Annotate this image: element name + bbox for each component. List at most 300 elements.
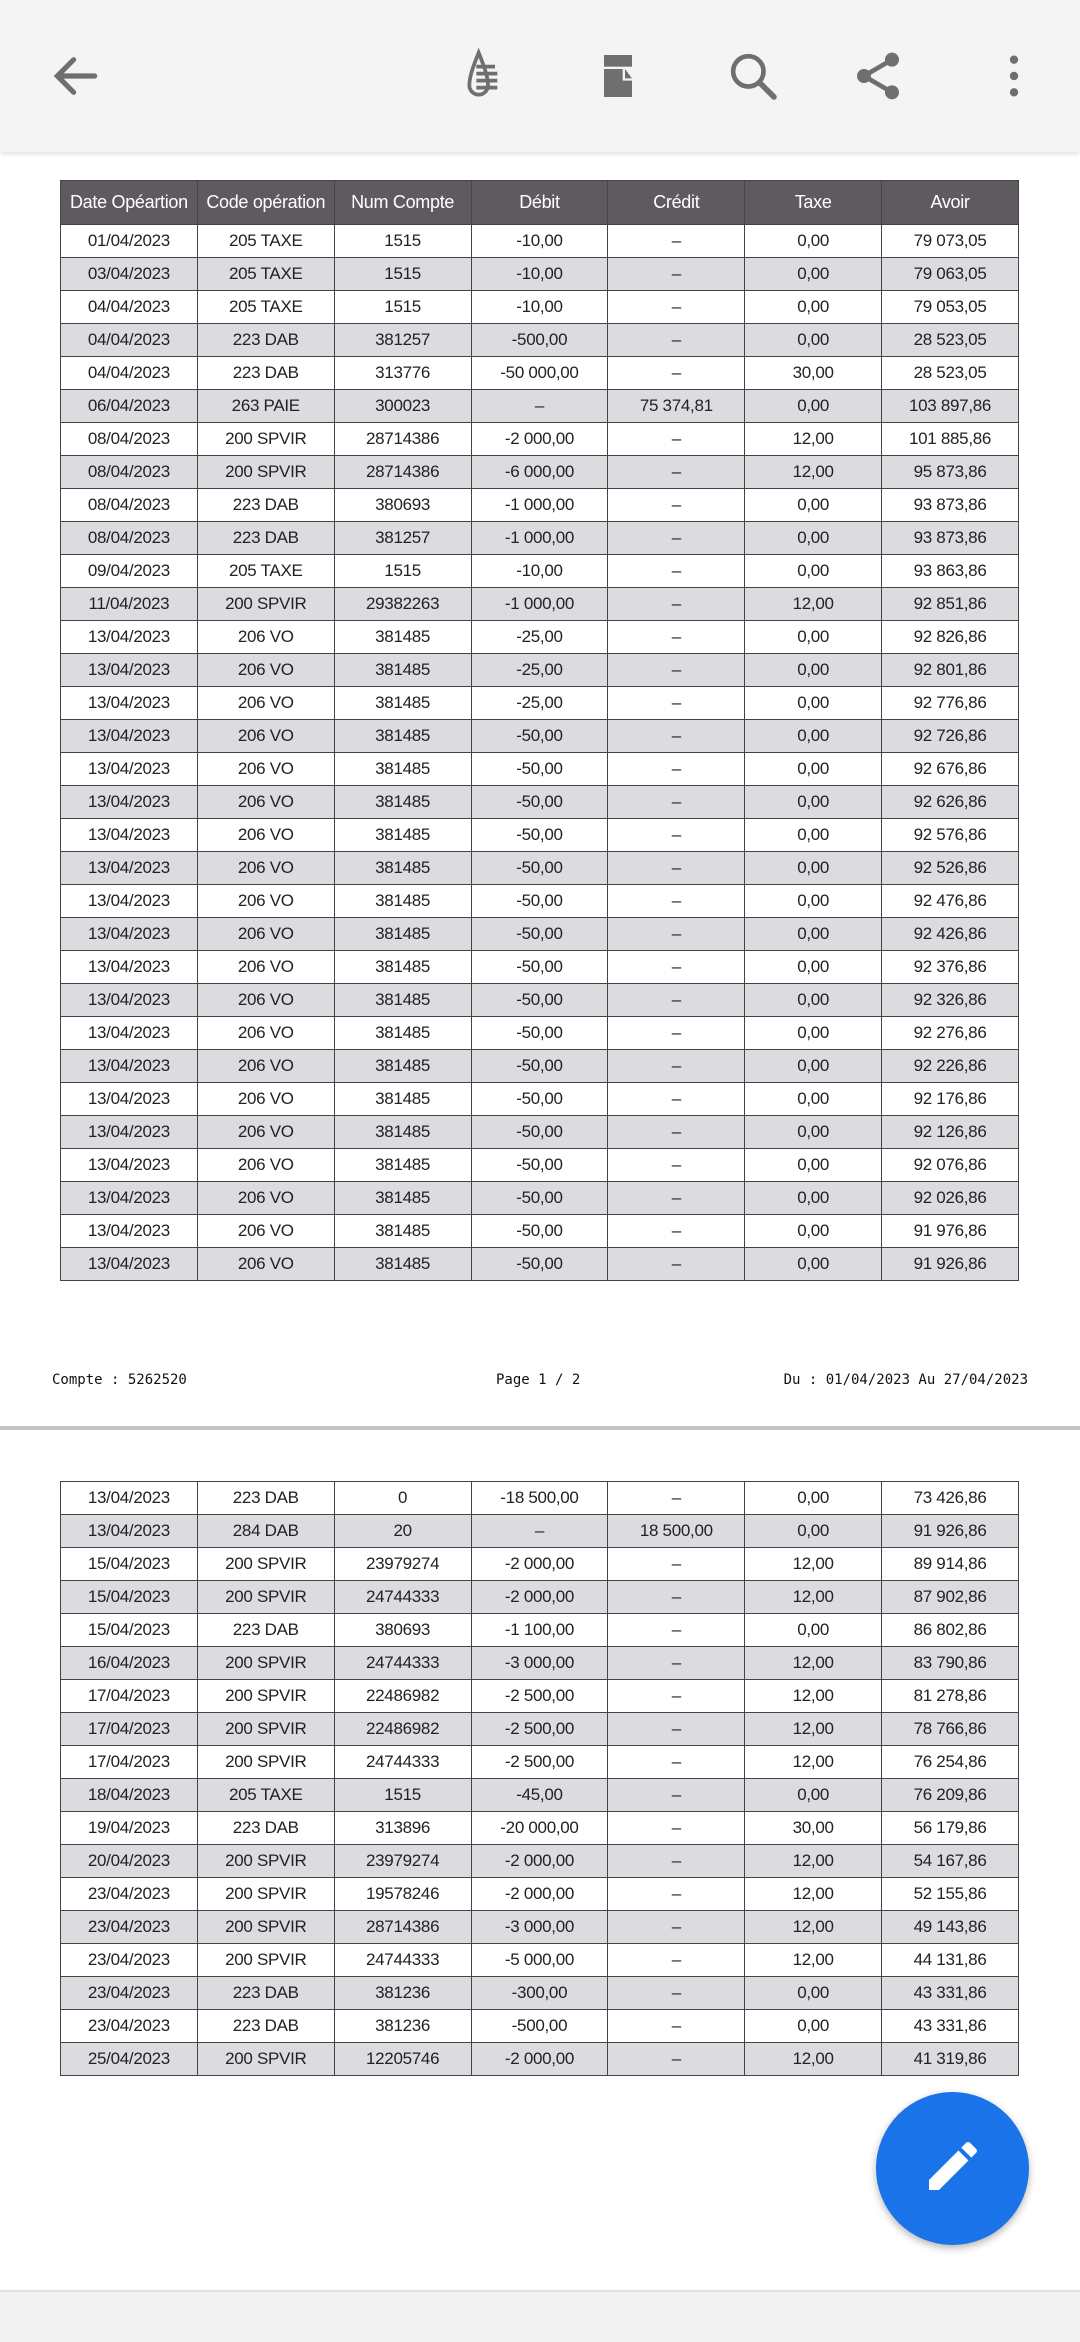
cell-debit: -10,00 [471, 258, 608, 291]
cell-code: 223 DAB [197, 489, 334, 522]
cell-tax: 0,00 [745, 1614, 882, 1647]
cell-account-number: 381485 [334, 984, 471, 1017]
cell-code: 206 VO [197, 786, 334, 819]
cell-credit: – [608, 819, 745, 852]
cell-credit: – [608, 984, 745, 1017]
cell-tax: 0,00 [745, 225, 882, 258]
cell-balance: 92 276,86 [882, 1017, 1019, 1050]
cell-code: 206 VO [197, 687, 334, 720]
cell-code: 223 DAB [197, 324, 334, 357]
cell-code: 206 VO [197, 1215, 334, 1248]
cell-tax: 12,00 [745, 456, 882, 489]
cell-credit: – [608, 786, 745, 819]
cell-debit: -45,00 [471, 1779, 608, 1812]
cell-tax: 0,00 [745, 522, 882, 555]
cell-balance: 87 902,86 [882, 1581, 1019, 1614]
cell-code: 200 SPVIR [197, 1647, 334, 1680]
cell-balance: 93 873,86 [882, 522, 1019, 555]
cell-credit: – [608, 753, 745, 786]
cell-tax: 0,00 [745, 1248, 882, 1281]
cell-account-number: 313896 [334, 1812, 471, 1845]
cell-debit: -50,00 [471, 984, 608, 1017]
search-icon[interactable] [723, 46, 783, 106]
cell-debit: -2 000,00 [471, 1878, 608, 1911]
cell-date: 17/04/2023 [61, 1680, 198, 1713]
page-divider [0, 1426, 1080, 1430]
column-header-code: Code opération [197, 181, 334, 225]
cell-tax: 0,00 [745, 555, 882, 588]
cell-debit: -2 000,00 [471, 1845, 608, 1878]
cell-debit: -5 000,00 [471, 1944, 608, 1977]
cell-account-number: 20 [334, 1515, 471, 1548]
cell-code: 205 TAXE [197, 225, 334, 258]
cell-balance: 43 331,86 [882, 2010, 1019, 2043]
cell-code: 206 VO [197, 1248, 334, 1281]
table-row [61, 1746, 1019, 1779]
table-row [61, 1248, 1019, 1281]
cell-code: 223 DAB [197, 1614, 334, 1647]
cell-account-number: 28714386 [334, 1911, 471, 1944]
table-row [61, 1149, 1019, 1182]
cell-account-number: 381485 [334, 687, 471, 720]
cell-credit: – [608, 324, 745, 357]
cell-tax: 12,00 [745, 1845, 882, 1878]
cell-credit: 75 374,81 [608, 390, 745, 423]
table-row [61, 1050, 1019, 1083]
table-row [61, 1647, 1019, 1680]
cell-debit: -50,00 [471, 720, 608, 753]
cell-code: 205 TAXE [197, 555, 334, 588]
cell-debit: -10,00 [471, 291, 608, 324]
table-row [61, 522, 1019, 555]
cell-account-number: 381485 [334, 621, 471, 654]
cell-balance: 91 926,86 [882, 1248, 1019, 1281]
cell-debit: -300,00 [471, 1977, 608, 2010]
cell-credit: – [608, 423, 745, 456]
cell-credit: – [608, 291, 745, 324]
column-header-debit: Débit [471, 181, 608, 225]
cell-debit: -1 000,00 [471, 588, 608, 621]
cell-tax: 0,00 [745, 291, 882, 324]
cell-account-number: 381485 [334, 1248, 471, 1281]
cell-balance: 91 976,86 [882, 1215, 1019, 1248]
cell-code: 206 VO [197, 753, 334, 786]
cell-credit: – [608, 1149, 745, 1182]
cell-date: 15/04/2023 [61, 1614, 198, 1647]
cell-debit: -1 000,00 [471, 489, 608, 522]
cell-debit: -50,00 [471, 786, 608, 819]
cell-credit: 18 500,00 [608, 1515, 745, 1548]
cell-debit: -50 000,00 [471, 357, 608, 390]
cell-debit: -50,00 [471, 1182, 608, 1215]
table-row [61, 1944, 1019, 1977]
cell-balance: 79 073,05 [882, 225, 1019, 258]
cell-debit: -2 500,00 [471, 1746, 608, 1779]
cell-date: 13/04/2023 [61, 885, 198, 918]
cell-code: 200 SPVIR [197, 1746, 334, 1779]
cell-balance: 79 053,05 [882, 291, 1019, 324]
cell-balance: 43 331,86 [882, 1977, 1019, 2010]
cell-date: 18/04/2023 [61, 1779, 198, 1812]
statement-table-page-1 [60, 180, 1019, 1281]
cell-date: 13/04/2023 [61, 1215, 198, 1248]
footer-account: Compte : 5262520 [52, 1372, 187, 1388]
cell-date: 13/04/2023 [61, 654, 198, 687]
cell-code: 206 VO [197, 885, 334, 918]
cell-account-number: 381236 [334, 2010, 471, 2043]
cell-date: 04/04/2023 [61, 324, 198, 357]
cell-tax: 0,00 [745, 621, 882, 654]
cell-credit: – [608, 1215, 745, 1248]
cell-credit: – [608, 1116, 745, 1149]
cell-code: 284 DAB [197, 1515, 334, 1548]
cell-account-number: 381485 [334, 1149, 471, 1182]
cell-balance: 92 801,86 [882, 654, 1019, 687]
cell-code: 223 DAB [197, 357, 334, 390]
cell-account-number: 24744333 [334, 1581, 471, 1614]
cell-date: 13/04/2023 [61, 951, 198, 984]
cell-debit: -20 000,00 [471, 1812, 608, 1845]
cell-account-number: 381485 [334, 819, 471, 852]
cell-date: 23/04/2023 [61, 1977, 198, 2010]
cell-balance: 92 676,86 [882, 753, 1019, 786]
cell-balance: 41 319,86 [882, 2043, 1019, 2076]
page-layout-icon[interactable] [588, 46, 648, 106]
cell-account-number: 381485 [334, 1083, 471, 1116]
cell-date: 04/04/2023 [61, 357, 198, 390]
cell-code: 200 SPVIR [197, 1581, 334, 1614]
cell-account-number: 23979274 [334, 1845, 471, 1878]
cell-credit: – [608, 1647, 745, 1680]
cell-tax: 30,00 [745, 357, 882, 390]
table-row [61, 819, 1019, 852]
cell-date: 13/04/2023 [61, 918, 198, 951]
cell-debit: -500,00 [471, 2010, 608, 2043]
cell-account-number: 1515 [334, 291, 471, 324]
cell-debit: -50,00 [471, 1017, 608, 1050]
edit-fab-button[interactable] [876, 2092, 1029, 2245]
cell-date: 13/04/2023 [61, 1482, 198, 1515]
cell-debit: -50,00 [471, 918, 608, 951]
cell-date: 13/04/2023 [61, 1017, 198, 1050]
table-row [61, 1812, 1019, 1845]
cell-debit: -25,00 [471, 687, 608, 720]
cell-code: 206 VO [197, 819, 334, 852]
cell-credit: – [608, 489, 745, 522]
table-row [61, 1182, 1019, 1215]
cell-tax: 30,00 [745, 1812, 882, 1845]
table-row [61, 2043, 1019, 2076]
cell-code: 206 VO [197, 984, 334, 1017]
cell-debit: -50,00 [471, 1116, 608, 1149]
cell-code: 206 VO [197, 1116, 334, 1149]
cell-credit: – [608, 1581, 745, 1614]
cell-account-number: 381257 [334, 522, 471, 555]
cell-balance: 76 254,86 [882, 1746, 1019, 1779]
cell-code: 206 VO [197, 951, 334, 984]
cell-tax: 0,00 [745, 951, 882, 984]
table-row [61, 258, 1019, 291]
table-row [61, 291, 1019, 324]
cell-code: 205 TAXE [197, 258, 334, 291]
table-row [61, 2010, 1019, 2043]
cell-balance: 92 476,86 [882, 885, 1019, 918]
cell-credit: – [608, 1182, 745, 1215]
cell-code: 200 SPVIR [197, 2043, 334, 2076]
cell-tax: 0,00 [745, 1116, 882, 1149]
cell-balance: 92 576,86 [882, 819, 1019, 852]
cell-date: 06/04/2023 [61, 390, 198, 423]
table-row [61, 588, 1019, 621]
cell-debit: -50,00 [471, 1149, 608, 1182]
table-row [61, 489, 1019, 522]
cell-date: 01/04/2023 [61, 225, 198, 258]
cell-credit: – [608, 258, 745, 291]
table-row [61, 1548, 1019, 1581]
edit-pencil-icon [921, 2134, 985, 2203]
table-row [61, 1116, 1019, 1149]
column-header-account-number: Num Compte [334, 181, 471, 225]
share-icon[interactable] [848, 46, 908, 106]
table-row [61, 621, 1019, 654]
cell-credit: – [608, 1911, 745, 1944]
table-row [61, 1482, 1019, 1515]
cell-debit: -50,00 [471, 1248, 608, 1281]
cell-account-number: 0 [334, 1482, 471, 1515]
cell-credit: – [608, 1248, 745, 1281]
cell-tax: 12,00 [745, 1746, 882, 1779]
cell-code: 200 SPVIR [197, 423, 334, 456]
cell-code: 206 VO [197, 852, 334, 885]
cell-account-number: 23979274 [334, 1548, 471, 1581]
table-row [61, 1614, 1019, 1647]
cell-account-number: 381485 [334, 1215, 471, 1248]
cell-credit: – [608, 1746, 745, 1779]
footer-page-number: Page 1 / 2 [496, 1372, 581, 1388]
cell-code: 206 VO [197, 654, 334, 687]
cell-balance: 81 278,86 [882, 1680, 1019, 1713]
cell-debit: -1 000,00 [471, 522, 608, 555]
cell-debit: -50,00 [471, 819, 608, 852]
cell-credit: – [608, 1812, 745, 1845]
cell-debit: -50,00 [471, 951, 608, 984]
cell-account-number: 380693 [334, 489, 471, 522]
cell-code: 206 VO [197, 621, 334, 654]
cell-code: 205 TAXE [197, 291, 334, 324]
cell-debit: -25,00 [471, 621, 608, 654]
cell-date: 13/04/2023 [61, 984, 198, 1017]
cell-date: 13/04/2023 [61, 753, 198, 786]
cell-credit: – [608, 1482, 745, 1515]
table-row [61, 984, 1019, 1017]
cell-credit: – [608, 951, 745, 984]
cell-credit: – [608, 588, 745, 621]
cell-tax: 0,00 [745, 885, 882, 918]
cell-tax: 0,00 [745, 687, 882, 720]
back-arrow-icon[interactable] [46, 46, 106, 106]
cell-debit: -50,00 [471, 852, 608, 885]
table-row [61, 390, 1019, 423]
cell-tax: 0,00 [745, 2010, 882, 2043]
cell-balance: 92 776,86 [882, 687, 1019, 720]
cell-debit: -10,00 [471, 225, 608, 258]
cell-debit: -50,00 [471, 1083, 608, 1116]
cell-code: 206 VO [197, 720, 334, 753]
table-row [61, 1977, 1019, 2010]
cell-debit: -50,00 [471, 1215, 608, 1248]
cell-code: 200 SPVIR [197, 1944, 334, 1977]
table-row [61, 1779, 1019, 1812]
cell-code: 200 SPVIR [197, 1680, 334, 1713]
cell-date: 13/04/2023 [61, 1248, 198, 1281]
column-header-credit: Crédit [608, 181, 745, 225]
table-row [61, 1845, 1019, 1878]
cell-balance: 92 626,86 [882, 786, 1019, 819]
cell-credit: – [608, 1779, 745, 1812]
table-row [61, 753, 1019, 786]
cell-code: 206 VO [197, 1017, 334, 1050]
cell-account-number: 1515 [334, 555, 471, 588]
cell-debit: -50,00 [471, 885, 608, 918]
table-row [61, 324, 1019, 357]
cell-date: 23/04/2023 [61, 1944, 198, 1977]
cell-date: 15/04/2023 [61, 1548, 198, 1581]
cell-tax: 12,00 [745, 1911, 882, 1944]
cell-code: 206 VO [197, 1050, 334, 1083]
cell-account-number: 381485 [334, 720, 471, 753]
cell-date: 15/04/2023 [61, 1581, 198, 1614]
cell-date: 08/04/2023 [61, 489, 198, 522]
cell-balance: 28 523,05 [882, 324, 1019, 357]
cell-tax: 12,00 [745, 1713, 882, 1746]
cell-date: 13/04/2023 [61, 1515, 198, 1548]
cell-debit: – [471, 390, 608, 423]
cell-tax: 0,00 [745, 1083, 882, 1116]
cell-tax: 12,00 [745, 1944, 882, 1977]
cell-balance: 56 179,86 [882, 1812, 1019, 1845]
cell-date: 17/04/2023 [61, 1746, 198, 1779]
cell-tax: 0,00 [745, 324, 882, 357]
cell-date: 13/04/2023 [61, 852, 198, 885]
table-row [61, 1911, 1019, 1944]
cell-credit: – [608, 1878, 745, 1911]
cell-tax: 0,00 [745, 786, 882, 819]
cell-balance: 92 076,86 [882, 1149, 1019, 1182]
cell-code: 206 VO [197, 1149, 334, 1182]
top-toolbar [0, 0, 1080, 152]
cell-account-number: 29382263 [334, 588, 471, 621]
cell-tax: 12,00 [745, 1581, 882, 1614]
cell-credit: – [608, 654, 745, 687]
cell-date: 20/04/2023 [61, 1845, 198, 1878]
cell-balance: 92 126,86 [882, 1116, 1019, 1149]
cell-balance: 92 176,86 [882, 1083, 1019, 1116]
footer-period: Du : 01/04/2023 Au 27/04/2023 [783, 1372, 1028, 1388]
table-row [61, 1878, 1019, 1911]
cell-balance: 92 726,86 [882, 720, 1019, 753]
cell-account-number: 380693 [334, 1614, 471, 1647]
cell-date: 23/04/2023 [61, 1878, 198, 1911]
cell-account-number: 28714386 [334, 456, 471, 489]
table-row [61, 1713, 1019, 1746]
cell-credit: – [608, 1845, 745, 1878]
cell-balance: 92 226,86 [882, 1050, 1019, 1083]
cell-balance: 52 155,86 [882, 1878, 1019, 1911]
cell-date: 09/04/2023 [61, 555, 198, 588]
cell-date: 19/04/2023 [61, 1812, 198, 1845]
cell-code: 200 SPVIR [197, 588, 334, 621]
cell-balance: 93 873,86 [882, 489, 1019, 522]
cell-balance: 44 131,86 [882, 1944, 1019, 1977]
cell-date: 25/04/2023 [61, 2043, 198, 2076]
cell-tax: 0,00 [745, 1149, 882, 1182]
cell-date: 13/04/2023 [61, 687, 198, 720]
cell-debit: -25,00 [471, 654, 608, 687]
cell-code: 223 DAB [197, 1977, 334, 2010]
cell-balance: 103 897,86 [882, 390, 1019, 423]
cell-tax: 0,00 [745, 1515, 882, 1548]
more-options-icon[interactable] [984, 46, 1044, 106]
cell-account-number: 313776 [334, 357, 471, 390]
cell-tax: 0,00 [745, 918, 882, 951]
cell-debit: -2 000,00 [471, 1581, 608, 1614]
reading-mode-icon[interactable] [458, 46, 518, 106]
table-row [61, 786, 1019, 819]
cell-code: 206 VO [197, 1182, 334, 1215]
cell-account-number: 24744333 [334, 1746, 471, 1779]
cell-balance: 86 802,86 [882, 1614, 1019, 1647]
cell-credit: – [608, 2043, 745, 2076]
cell-balance: 92 826,86 [882, 621, 1019, 654]
cell-account-number: 28714386 [334, 423, 471, 456]
cell-tax: 0,00 [745, 819, 882, 852]
cell-account-number: 381485 [334, 1017, 471, 1050]
cell-account-number: 381485 [334, 918, 471, 951]
cell-balance: 93 863,86 [882, 555, 1019, 588]
cell-tax: 0,00 [745, 852, 882, 885]
table-row [61, 951, 1019, 984]
cell-balance: 92 376,86 [882, 951, 1019, 984]
cell-tax: 0,00 [745, 1215, 882, 1248]
cell-debit: -18 500,00 [471, 1482, 608, 1515]
table-row [61, 1680, 1019, 1713]
table-row [61, 885, 1019, 918]
cell-date: 13/04/2023 [61, 1149, 198, 1182]
cell-balance: 91 926,86 [882, 1515, 1019, 1548]
cell-account-number: 1515 [334, 258, 471, 291]
cell-code: 223 DAB [197, 2010, 334, 2043]
cell-account-number: 381485 [334, 1050, 471, 1083]
column-header-balance: Avoir [882, 181, 1019, 225]
cell-date: 17/04/2023 [61, 1713, 198, 1746]
cell-debit: -2 500,00 [471, 1713, 608, 1746]
cell-tax: 0,00 [745, 654, 882, 687]
cell-account-number: 24744333 [334, 1944, 471, 1977]
cell-date: 13/04/2023 [61, 1083, 198, 1116]
cell-balance: 83 790,86 [882, 1647, 1019, 1680]
table-row [61, 918, 1019, 951]
cell-account-number: 1515 [334, 1779, 471, 1812]
table-row [61, 687, 1019, 720]
cell-tax: 12,00 [745, 1878, 882, 1911]
cell-code: 200 SPVIR [197, 1713, 334, 1746]
cell-balance: 78 766,86 [882, 1713, 1019, 1746]
cell-account-number: 381485 [334, 654, 471, 687]
cell-code: 200 SPVIR [197, 456, 334, 489]
cell-code: 205 TAXE [197, 1779, 334, 1812]
cell-credit: – [608, 720, 745, 753]
cell-balance: 92 026,86 [882, 1182, 1019, 1215]
